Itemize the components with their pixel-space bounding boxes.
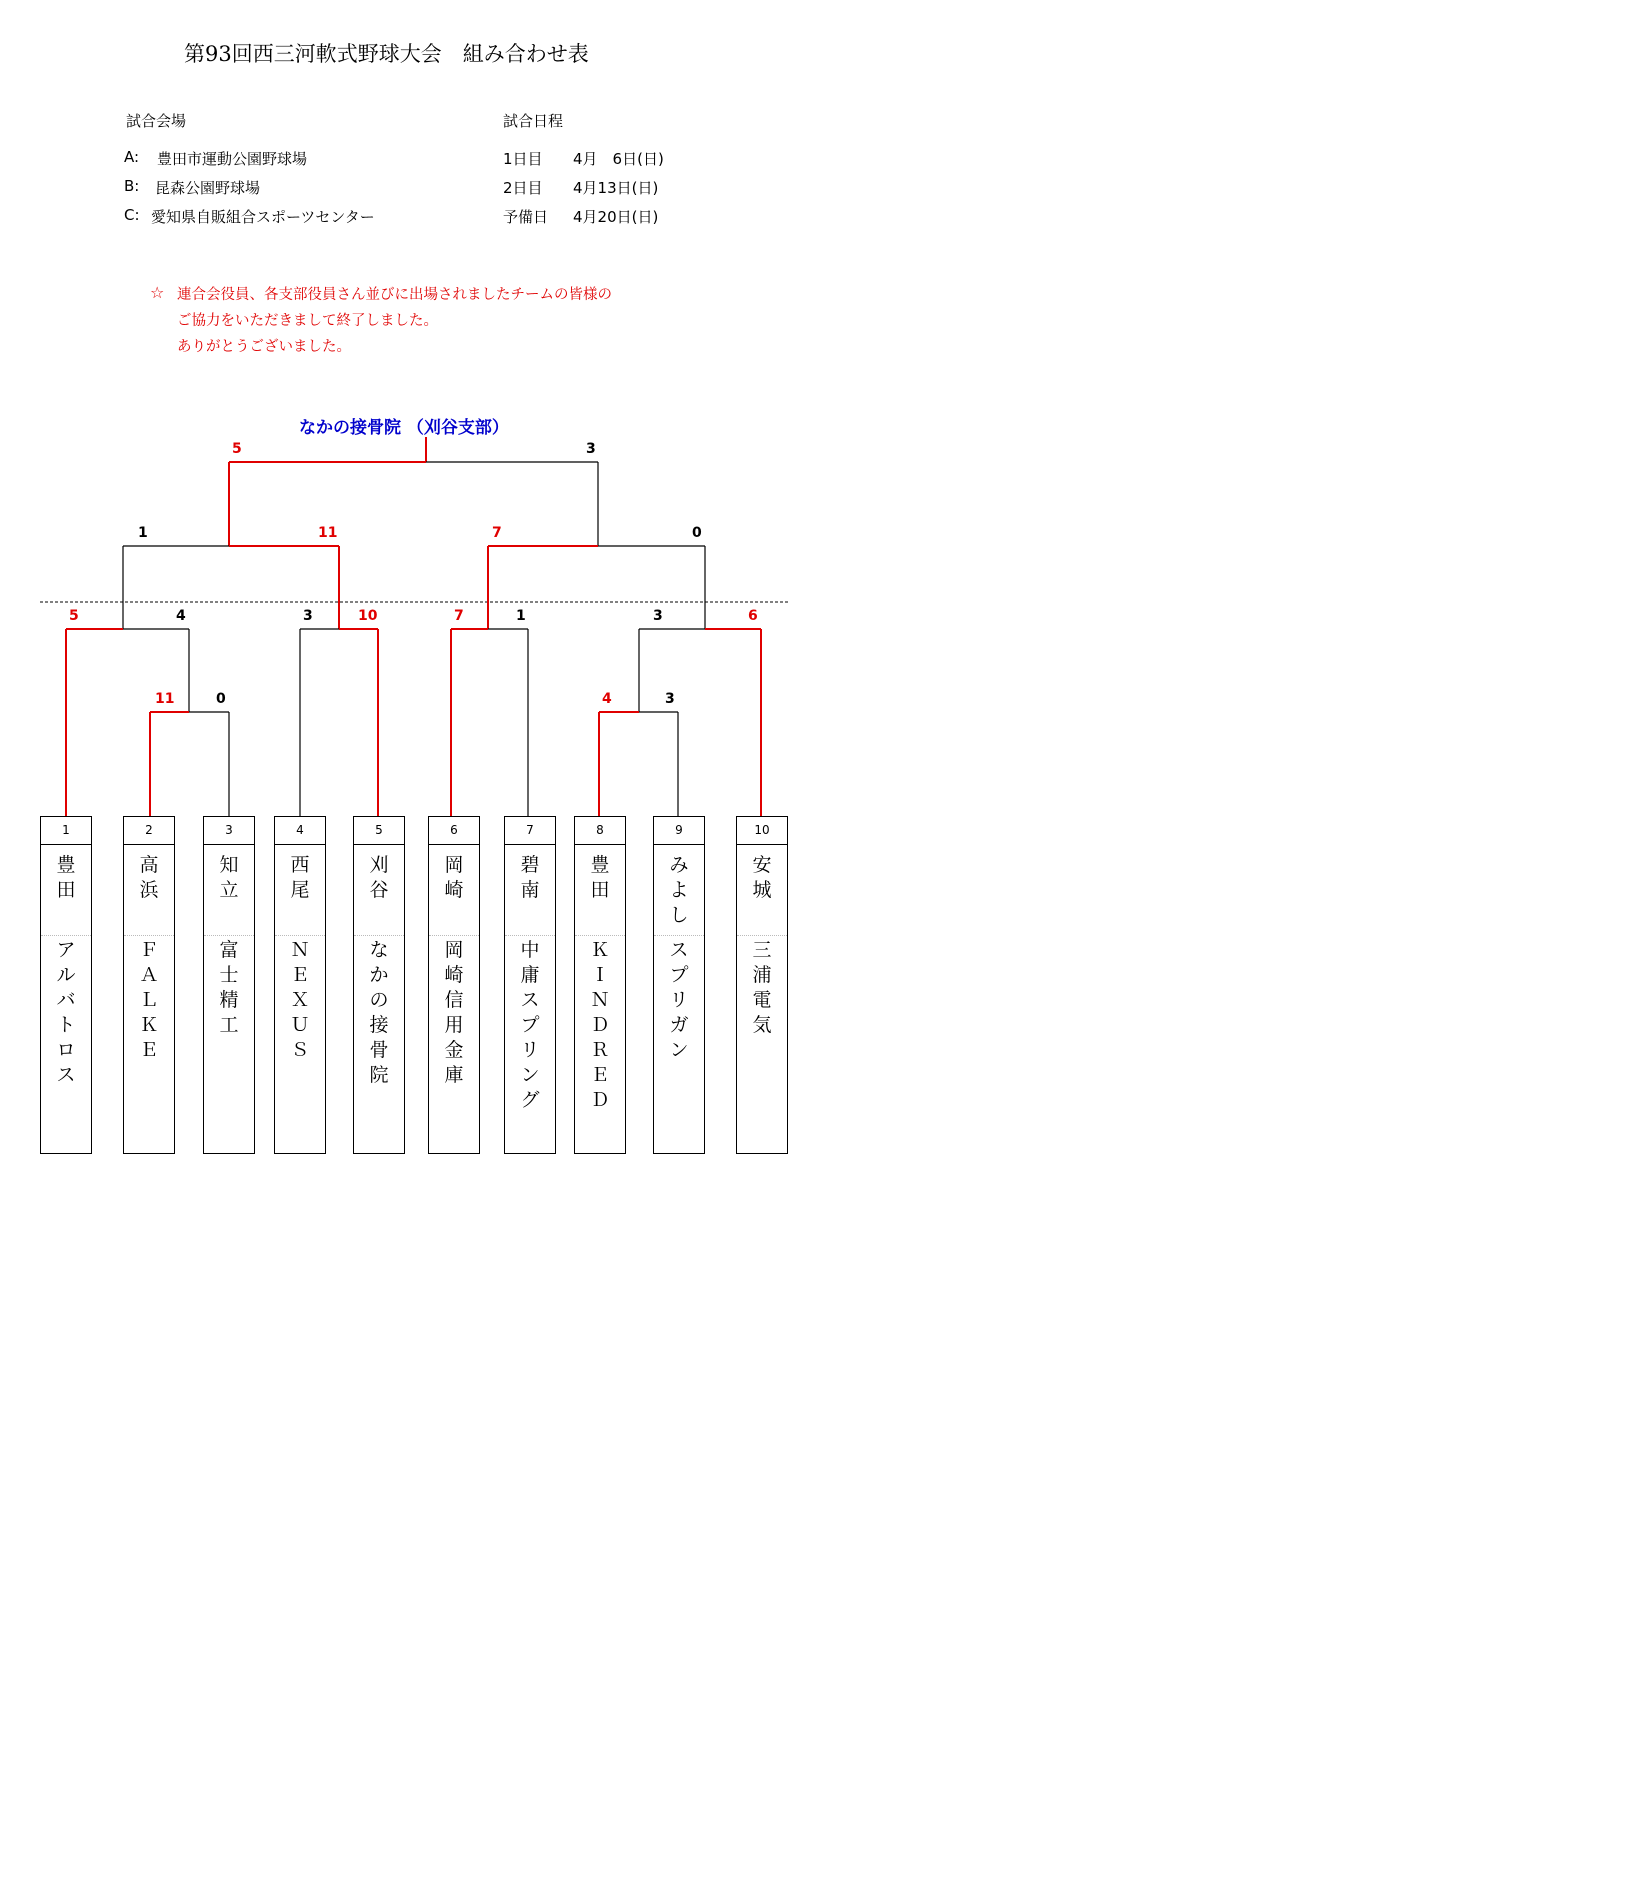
score-sf-left-b: 11 bbox=[318, 525, 338, 541]
team-name: アルバトロス bbox=[56, 939, 76, 1086]
team-branch: 西尾 bbox=[290, 854, 310, 901]
notice-line-3: ありがとうございました。 bbox=[177, 339, 351, 355]
score-qf2-b: 10 bbox=[358, 608, 378, 624]
score-r1b-a: 4 bbox=[602, 691, 612, 707]
venue-name-c: 愛知県自販組合スポーツセンター bbox=[151, 208, 375, 226]
score-qf3-b: 1 bbox=[516, 608, 526, 624]
team-name: 岡崎信用金庫 bbox=[444, 939, 464, 1086]
score-qf4-a: 3 bbox=[653, 608, 663, 624]
team-name: なかの接骨院 bbox=[369, 939, 389, 1086]
team-number: 2 bbox=[124, 817, 174, 845]
team-box bbox=[203, 816, 255, 1154]
team-box bbox=[428, 816, 480, 1154]
team-box bbox=[123, 816, 175, 1154]
score-r1a-a: 11 bbox=[155, 691, 175, 707]
final-match bbox=[229, 437, 598, 546]
team-number: 3 bbox=[204, 817, 254, 845]
schedule-day-3: 予備日 bbox=[503, 208, 549, 226]
score-sf-right-b: 0 bbox=[692, 525, 702, 541]
round1-match-b bbox=[599, 712, 678, 816]
team-box bbox=[40, 816, 92, 1154]
team-name: ＦＡＬＫＥ bbox=[139, 939, 159, 1061]
notice-line-2: ご協力をいただきまして終了しました。 bbox=[177, 313, 438, 329]
team-branch: みよし bbox=[669, 854, 689, 926]
team-name: ＫＩＮＤＲＥＤ bbox=[590, 939, 610, 1111]
team-branch: 刈谷 bbox=[369, 854, 389, 901]
team-box bbox=[274, 816, 326, 1154]
quarterfinal-4 bbox=[639, 629, 761, 816]
venue-code-c: C: bbox=[124, 206, 140, 224]
team-number: 10 bbox=[737, 817, 787, 845]
page-title: 第93回西三河軟式野球大会 組み合わせ表 bbox=[184, 42, 589, 66]
team-branch: 岡崎 bbox=[444, 854, 464, 901]
score-qf3-a: 7 bbox=[454, 608, 464, 624]
star-icon: ☆ bbox=[150, 283, 165, 302]
team-number: 5 bbox=[354, 817, 404, 845]
team-number: 4 bbox=[275, 817, 325, 845]
quarterfinal-1 bbox=[66, 629, 189, 816]
score-qf1-b: 4 bbox=[176, 608, 186, 624]
schedule-date-1: 4月 6日(日) bbox=[573, 150, 664, 168]
venue-heading: 試合会場 bbox=[126, 112, 187, 130]
team-branch: 碧南 bbox=[520, 854, 540, 901]
team-name: 富士精工 bbox=[219, 939, 239, 1036]
score-r1b-b: 3 bbox=[665, 691, 675, 707]
team-number: 8 bbox=[575, 817, 625, 845]
score-qf4-b: 6 bbox=[748, 608, 758, 624]
score-final-left: 5 bbox=[232, 441, 242, 457]
quarterfinal-2 bbox=[300, 629, 378, 816]
team-branch: 豊田 bbox=[56, 854, 76, 901]
team-box bbox=[574, 816, 626, 1154]
score-final-right: 3 bbox=[586, 441, 596, 457]
team-name: ＮＥＸＵＳ bbox=[290, 939, 310, 1061]
team-box bbox=[353, 816, 405, 1154]
team-number: 1 bbox=[41, 817, 91, 845]
team-branch: 知立 bbox=[219, 854, 239, 901]
team-branch: 豊田 bbox=[590, 854, 610, 901]
team-box bbox=[653, 816, 705, 1154]
schedule-heading: 試合日程 bbox=[503, 112, 564, 130]
team-name: 三浦電気 bbox=[752, 939, 772, 1036]
team-number: 9 bbox=[654, 817, 704, 845]
score-sf-right-a: 7 bbox=[492, 525, 502, 541]
score-qf1-a: 5 bbox=[69, 608, 79, 624]
venue-name-a: 豊田市運動公園野球場 bbox=[157, 150, 308, 168]
schedule-day-1: 1日目 bbox=[503, 150, 543, 168]
quarterfinal-3 bbox=[451, 629, 528, 816]
venue-name-b: 昆森公園野球場 bbox=[155, 179, 261, 197]
team-box bbox=[504, 816, 556, 1154]
team-name: スプリガン bbox=[669, 939, 689, 1061]
schedule-day-2: 2日目 bbox=[503, 179, 543, 197]
venue-code-b: B: bbox=[124, 177, 140, 195]
score-r1a-b: 0 bbox=[216, 691, 226, 707]
schedule-date-2: 4月13日(日) bbox=[573, 179, 659, 197]
team-branch: 安城 bbox=[752, 854, 772, 901]
schedule-date-3: 4月20日(日) bbox=[573, 208, 659, 226]
score-qf2-a: 3 bbox=[303, 608, 313, 624]
team-box bbox=[736, 816, 788, 1154]
team-branch: 高浜 bbox=[139, 854, 159, 901]
notice-line-1: 連合会役員、各支部役員さん並びに出場されましたチームの皆様の bbox=[177, 287, 612, 303]
team-number: 7 bbox=[505, 817, 555, 845]
team-number: 6 bbox=[429, 817, 479, 845]
team-name: 中庸スプリング bbox=[520, 939, 540, 1111]
score-sf-left-a: 1 bbox=[138, 525, 148, 541]
champion-label: なかの接骨院 （刈谷支部） bbox=[299, 418, 509, 438]
round1-match-a bbox=[150, 712, 229, 816]
venue-code-a: A: bbox=[124, 148, 140, 166]
